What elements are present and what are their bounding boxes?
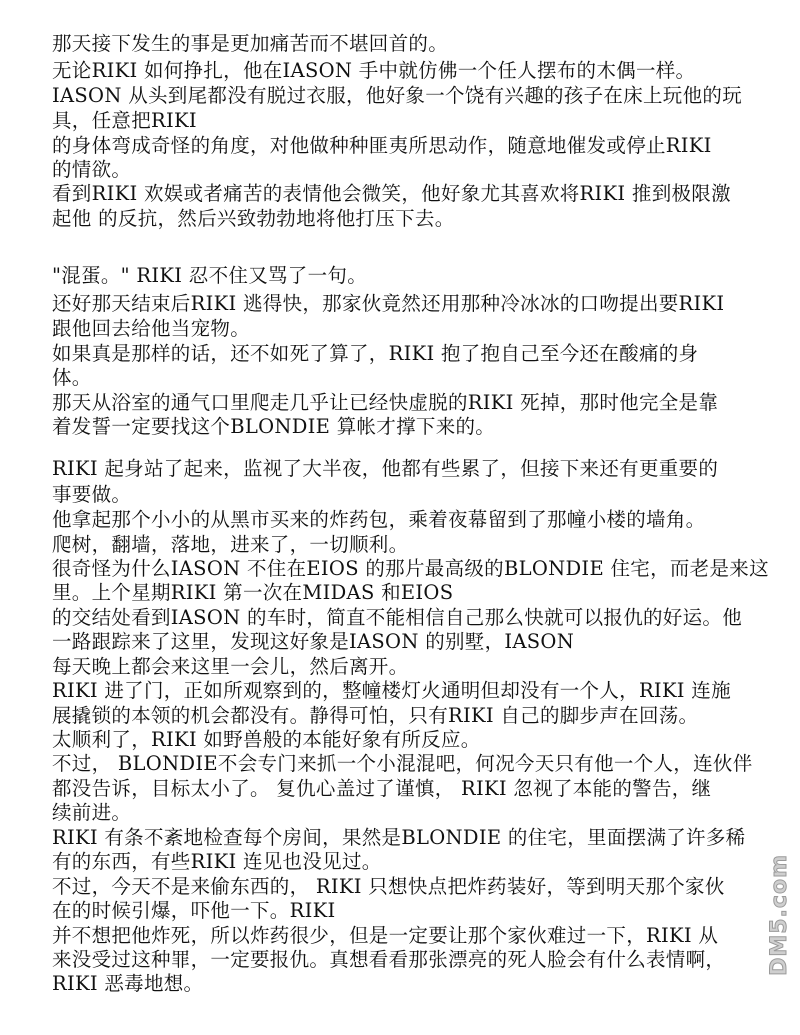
text-line: IASON 从头到尾都没有脱过衣服，他好象一个饶有兴趣的孩子在床上玩他的玩: [52, 84, 742, 107]
text-line: 都没告诉，目标太小了。 复仇心盖过了谨慎， RIKI 忽视了本能的警告，继: [52, 777, 712, 800]
text-line: 跟他回去给他当宠物。: [52, 317, 251, 340]
text-line: 并不想把他炸死，所以炸药很少，但是一定要让那个家伙难过一下，RIKI 从: [52, 924, 719, 947]
text-line: 的身体弯成奇怪的角度，对他做种种匪夷所思动作，随意地催发或停止RIKI: [52, 134, 712, 157]
text-line: 续前进。: [52, 801, 132, 824]
text-line: 的情欲。: [52, 158, 132, 181]
text-line: 在的时候引爆，吓他一下。RIKI: [52, 899, 336, 922]
dm5-watermark: [764, 835, 794, 995]
text-line: 不过， BLONDIE不会专门来抓一个小混混吧，何况今天只有他一个人，连伙伴: [52, 752, 753, 775]
text-line: 无论RIKI 如何挣扎，他在IASON 手中就仿佛一个任人摆布的木偶一样。: [52, 59, 696, 82]
text-line: 如果真是那样的话，还不如死了算了，RIKI 抱了抱自己至今还在酸痛的身: [52, 342, 699, 365]
text-line: 展撬锁的本领的机会都没有。静得可怕，只有RIKI 自己的脚步声在回荡。: [52, 704, 699, 727]
text-line: 很奇怪为什么IASON 不住在EIOS 的那片最高级的BLONDIE 住宅，而老是来这: [52, 557, 769, 580]
watermark-text: DM5.com: [766, 854, 792, 976]
text-line: 一路跟踪来了这里，发现这好象是IASON 的别墅，IASON: [52, 630, 575, 653]
text-line: 那天接下发生的事是更加痛苦而不堪回首的。: [52, 32, 449, 55]
text-line: 不过，今天不是来偷东西的， RIKI 只想快点把炸药装好，等到明天那个家伙: [52, 875, 725, 898]
text-line: 具，任意把RIKI: [52, 109, 197, 132]
text-line: 的交结处看到IASON 的车时，简直不能相信自己那么快就可以报仇的好运。他: [52, 606, 742, 629]
text-line: 那天从浴室的通气口里爬走几乎让已经快虚脱的RIKI 死掉，那时他完全是靠: [52, 391, 719, 414]
text-line: RIKI 进了门，正如所观察到的，整幢楼灯火通明但却没有一个人，RIKI 连施: [52, 679, 731, 702]
text-line: RIKI 恶毒地想。: [52, 972, 204, 995]
text-line: 太顺利了，RIKI 如野兽般的本能好象有所反应。: [52, 728, 481, 751]
text-line: 里。上个星期RIKI 第一次在MIDAS 和EIOS: [52, 581, 454, 604]
text-line: "混蛋。" RIKI 忍不住又骂了一句。: [52, 264, 367, 287]
text-line: 起他 的反抗，然后兴致勃勃地将他打压下去。: [52, 207, 455, 230]
text-line: 来没受过这种罪，一定要报仇。真想看看那张漂亮的死人脸会有什么表情啊，: [52, 948, 726, 971]
text-line: RIKI 起身站了起来，监视了大半夜，他都有些累了，但接下来还有更重要的: [52, 457, 719, 480]
text-line: 每天晚上都会来这里一会儿，然后离开。: [52, 655, 409, 678]
text-line: 爬树，翻墙，落地，进来了，一切顺利。: [52, 533, 409, 556]
text-line: 体。: [52, 366, 92, 389]
text-line: 着发誓一定要找这个BLONDIE 算帐才撑下来的。: [52, 415, 496, 438]
text-line: RIKI 有条不紊地检查每个房间，果然是BLONDIE 的住宅，里面摆满了许多稀: [52, 826, 746, 849]
text-line: 看到RIKI 欢娱或者痛苦的表情他会微笑，他好象尤其喜欢将RIKI 推到极限激: [52, 182, 731, 205]
text-line: 事要做。: [52, 483, 132, 506]
text-line: 还好那天结束后RIKI 逃得快，那家伙竟然还用那种冷冰冰的口吻提出要RIKI: [52, 292, 725, 315]
text-line: 有的东西，有些RIKI 连见也没见过。: [52, 850, 382, 873]
text-line: 他拿起那个小小的从黑市买来的炸药包，乘着夜幕留到了那幢小楼的墙角。: [52, 508, 706, 531]
